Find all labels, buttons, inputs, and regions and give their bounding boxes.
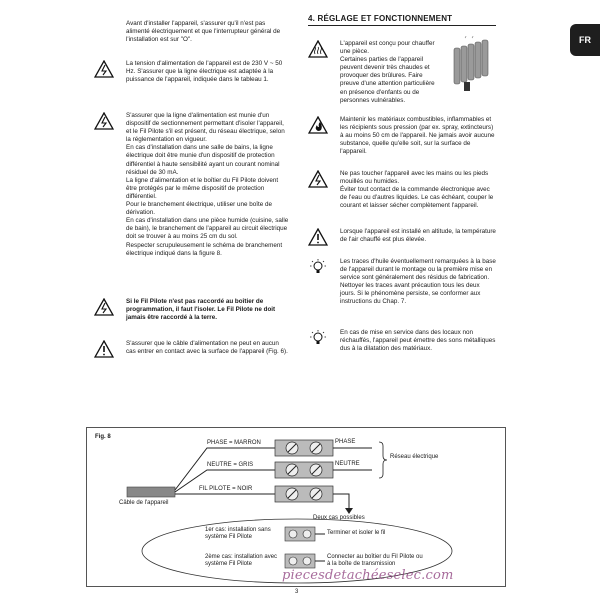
phase-right-label: PHASE: [335, 439, 356, 445]
network-label: Réseau électrique: [390, 454, 439, 460]
section-divider: [308, 25, 496, 26]
warning-icon: [308, 228, 328, 246]
pilot-wire-label: FIL PILOTE = NOIR: [199, 486, 253, 492]
oil-traces-block: Les traces d'huile éventuellement remarquées à la base de l'appareil durant le montage ou la première mise en service sont généralement des résidus de fabrication. Nettoyer les traces avant précaution tous les deux jours. Si le phénomène persiste, se conformer aux instructions du Chap. 7.: [308, 258, 496, 307]
wiring-diagram: [86, 427, 506, 587]
wiring-lines: [87, 428, 505, 586]
cable-warning-block: S'assurer que le câble d'alimentation ne peut en aucun cas entrer en contact avec la surface de l'appareil (Fig. 6).: [94, 340, 290, 356]
materials-block: Maintenir les matériaux combustibles, inflammables et les récipients sous pression (par ex. spray, extincteurs) à au moins 50 cm de l'appareil. Ne jamais avoir aucune substance, quelle qu'elle soit, sur la surface de l'appareil.: [308, 116, 496, 156]
intro-text: Avant d'installer l'appareil, s'assurer qu'il n'est pas alimenté électriquement et que l'interrupteur général de l'installation est sur "O".: [126, 20, 281, 44]
watermark: piecesdetachéeselec.com: [282, 568, 454, 583]
case2-action: Connecter au boîtier du Fil Pilote ou à la boîte de transmission: [327, 554, 423, 567]
page-number: 3: [295, 589, 299, 595]
lightbulb-icon: [308, 329, 328, 347]
altitude-block: Lorsque l'appareil est installé en altitude, la température de l'air chauffé est plus élevée.: [308, 228, 496, 244]
section-title: 4. RÉGLAGE ET FONCTIONNEMENT: [308, 14, 453, 23]
voltage-block: La tension d'alimentation de l'appareil est de 230 V ~ 50 Hz. S'assurer que la ligne électrique est adaptée à la puissance de l'appareil, indiquée dans le tableau 1.: [94, 60, 290, 84]
electric-warning-icon: [94, 60, 114, 78]
electric-warning-icon: [94, 298, 114, 316]
two-cases-label: Deux cas possibles: [313, 515, 365, 521]
pilot-wire-block: Si le Fil Pilote n'est pas raccordé au boîtier de programmation, il faut l'isoler. Le Fil Pilote ne doit jamais être raccordé à la terre.: [94, 298, 290, 322]
lightbulb-icon: [308, 258, 328, 276]
hot-surface-warning-icon: [308, 40, 328, 58]
case1-action: Terminer et isoler le fil: [327, 530, 386, 536]
cable-label: Câble de l'appareil: [119, 500, 169, 506]
electric-warning-icon: [94, 112, 114, 130]
warning-icon: [94, 340, 114, 358]
radiator-illustration: [450, 36, 496, 92]
neutral-right-label: NEUTRE: [335, 461, 360, 467]
hot-surface-block: L'appareil est conçu pour chauffer une pièce. Certaines parties de l'appareil peuvent devenir très chaudes et provoquer des brûlures. Faire preuve d'une attention particulière en présence d'enfants ou de personnes vulnérables.: [308, 40, 496, 105]
figure-label: Fig. 8: [95, 434, 111, 440]
metallic-sounds-block: En cas de mise en service dans des locaux non réchauffés, l'appareil peut émettre des sons métalliques dus à la dilatation des matériaux.: [308, 329, 496, 353]
flammable-warning-icon: [308, 116, 328, 134]
case2-label: 2ème cas: installation avec système Fil Pilote: [205, 554, 278, 567]
case1-label: 1er cas: installation sans système Fil Pilote: [205, 527, 271, 540]
neutral-left-label: NEUTRE = GRIS: [207, 462, 254, 468]
language-tab: FR: [570, 24, 600, 56]
supply-line-block: S'assurer que la ligne d'alimentation est munie d'un dispositif de sectionnement permettant d'isoler l'appareil, et le Fil Pilote s'il est présent, du réseau électrique, selon la réglementation en vigueur. En cas d'installation dans une salle de bains, la ligne électrique doit être munie d'un dispositif de protection différentiel à haute sensibilité ayant un courant nominal résiduel de 30 mA. La ligne d'alimentation et le boîtier du Fil Pilote doivent être protégés par le même dispositif de protection différentiel. Pour le branchement électrique, utiliser une boîte de dérivation. En cas d'installation dans une pièce humide (cuisine, salle de bain), le branchement de l'appareil au circuit électrique doit se trouver à au moins 25 cm du sol. Respecter scrupuleusement le schéma de branchement électrique indiqué dans la figure 8.: [94, 112, 290, 258]
wet-hands-block: Ne pas toucher l'appareil avec les mains ou les pieds mouillés ou humides. Éviter tout contact de la commande électronique avec de l'eau ou d'autres liquides. Le cas échéant, couper le courant et laisser sécher complètement l'appareil.: [308, 170, 496, 210]
phase-left-label: PHASE = MARRON: [207, 440, 261, 446]
electric-warning-icon: [308, 170, 328, 188]
